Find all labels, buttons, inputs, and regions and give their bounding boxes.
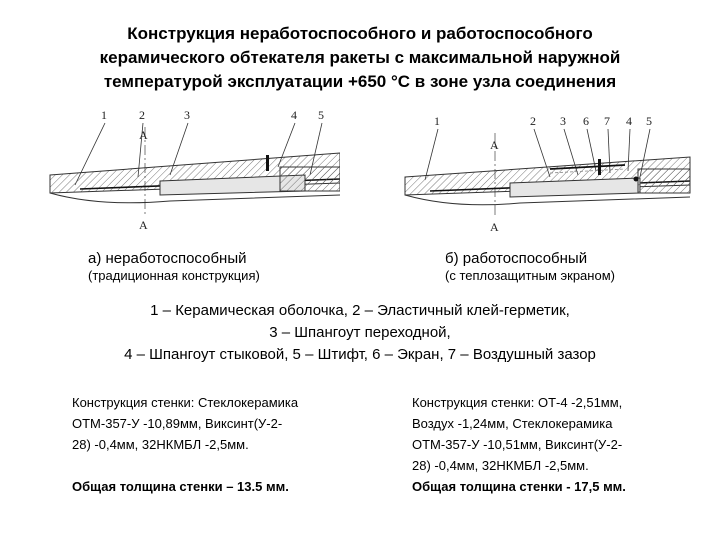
callout-1-b: 1 <box>434 114 440 128</box>
callout-4-b: 4 <box>626 114 632 128</box>
drawing-b <box>400 105 700 235</box>
callout-5: 5 <box>318 108 324 122</box>
pin <box>266 155 269 171</box>
wall-a-line-1: Конструкция стенки: Стеклокерамика <box>72 395 299 410</box>
section-label-top-b: А <box>490 138 499 152</box>
wall-description-b <box>412 392 626 497</box>
wall-b-line-1: Конструкция стенки: ОТ-4 -2,51мм, <box>412 395 623 410</box>
title-line-3: температурой эксплуатации +650 °С в зоне узла соединения <box>103 72 617 91</box>
wall-description-a <box>72 392 298 497</box>
pin-b <box>598 159 601 175</box>
callout-1: 1 <box>101 108 107 122</box>
wall-b-line-4: 28) -0,4мм, 32НКМБЛ -2,5мм. <box>412 458 589 473</box>
caption-a: а) неработоспособный <box>88 250 247 267</box>
docking-frame-b <box>638 169 690 193</box>
section-label-bottom: А <box>139 218 148 232</box>
callout-4: 4 <box>291 108 297 122</box>
section-label-top: А <box>139 128 148 142</box>
subcaption-b: (с теплозащитным экраном) <box>445 268 615 283</box>
slide-title <box>20 22 700 94</box>
callout-3-b: 3 <box>560 114 566 128</box>
wall-b-line-2: Воздух -1,24мм, Стеклокерамика <box>412 416 613 431</box>
shell-underside-b <box>405 195 690 205</box>
legend <box>20 300 700 366</box>
callout-6-b: 6 <box>583 114 589 128</box>
caption-b: б) работоспособный <box>445 250 588 267</box>
wall-a-line-3: 28) -0,4мм, 32НКМБЛ -2,5мм. <box>72 437 249 452</box>
callout-2-b: 2 <box>530 114 536 128</box>
pin-head-b <box>634 177 639 182</box>
callout-3: 3 <box>184 108 190 122</box>
callout-2: 2 <box>139 108 145 122</box>
subcaption-a: (традиционная конструкция) <box>88 268 260 283</box>
legend-line-1: 1 – Керамическая оболочка, 2 – Эластичный клей-герметик, <box>150 302 570 319</box>
legend-line-2: 3 – Шпангоут переходной, <box>269 324 451 341</box>
title-line-1: Конструкция неработоспособного и работоспособного <box>127 24 593 43</box>
wall-b-line-3: ОТМ-357-У -10,51мм, Виксинт(У-2- <box>412 437 623 452</box>
wall-b-total: Общая толщина стенки - 17,5 мм. <box>412 479 626 494</box>
legend-line-3: 4 – Шпангоут стыковой, 5 – Штифт, 6 – Экран, 7 – Воздушный зазор <box>124 346 596 363</box>
callout-5-b: 5 <box>646 114 652 128</box>
docking-frame <box>280 167 340 191</box>
wall-a-line-2: ОТМ-357-У -10,89мм, Виксинт(У-2- <box>72 416 283 431</box>
title-line-2: керамического обтекателя ракеты с максимальной наружной <box>99 48 621 67</box>
callout-7-b: 7 <box>604 114 610 128</box>
wall-a-total: Общая толщина стенки – 13.5 мм. <box>72 479 289 494</box>
drawing-a <box>40 105 340 235</box>
section-label-bottom-b: А <box>490 220 499 234</box>
